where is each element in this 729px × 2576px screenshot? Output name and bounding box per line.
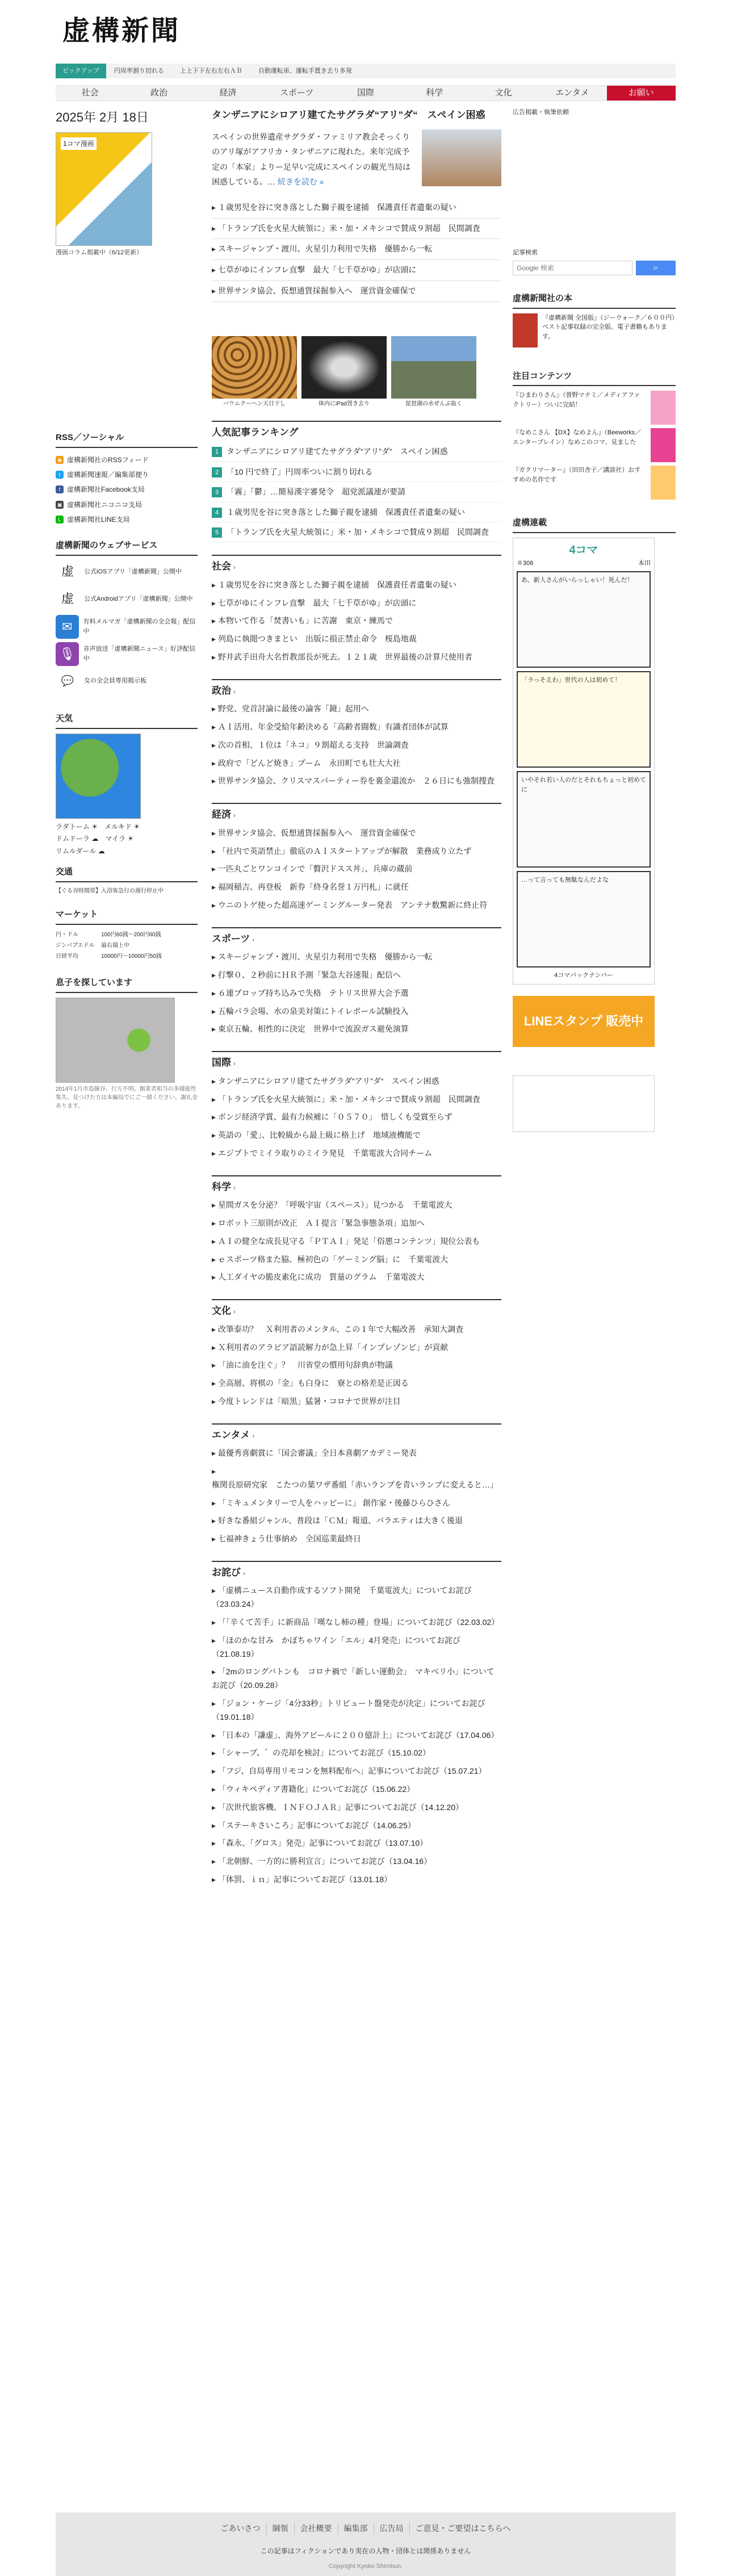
headline-item[interactable]: ▸ スキージャンプ・渡川、火星引力利用で失格 優勝から一転 [212,239,501,260]
section-title: 経済 [212,809,231,820]
section-article-link[interactable]: ▸ 英語の「愛」、比較級から最上級に格上げ 地域液機能で [212,1126,501,1145]
section-article-link[interactable]: ▸ 次の首相、１位は「ネコ」９割超える支持 世論調査 [212,736,501,755]
traffic-block [56,866,198,895]
yonkoma-number: ＃306 [517,559,534,567]
rank-number: 5 [212,527,222,538]
left-column [56,108,198,258]
footer-link[interactable]: 広告局 [374,2523,410,2535]
photo-row [212,336,501,408]
manga-label: 1コマ漫画 [61,137,97,150]
section-article-link[interactable]: ▸ 最優秀喜劇賞に「国会審議」全日本喜劇アカデミー発表 [212,1444,501,1463]
section-heading[interactable] [212,684,501,698]
section-article-link[interactable]: ▸ 「油に油を注ぐ」？ 川省堂の慣用句辞典が物議 [212,1356,501,1375]
mail-icon: ✉ [56,615,79,639]
section-article-link[interactable]: ▸ 「社内で英語禁止」徹底のＡＩスタートアップが解散 業務成り立たず [212,843,501,861]
section-article-link[interactable]: ▸ 野井武手田舟大名哲教部長が死去。１２１歳 世界最後の計算尺使用者 [212,648,501,667]
section-article-link[interactable]: ▸ 人工ダイヤの脆皮素化に成功 質量のグラム 千葉電波大 [212,1268,501,1287]
section-title: 科学 [212,1181,231,1192]
photo-caption: 琵琶湖の水ぜんぶ抜く [405,400,462,407]
global-nav [56,85,676,101]
chevron-right-icon: › [243,1569,245,1577]
section-article-link[interactable]: ▸ Ｘ利用者のアラビア語読解力が急上昇「インプレゾンビ」が貢献 [212,1339,501,1357]
books-heading: 虚構新聞社の本 [513,292,676,309]
category-section [212,803,501,914]
section-article-link[interactable]: ▸ ロボット三原則が改正 ＡＩ提言「緊急事態条項」追加へ [212,1214,501,1233]
app-icon: 虚 [56,560,79,584]
section-article-link[interactable]: ▸ 「ミキュメンタリーで人をハッピーに」 創作家・後藤ひらひさん [212,1494,501,1513]
footer-link[interactable]: ごあいさつ [215,2523,267,2535]
rank-number: 1 [212,447,222,457]
rank-number: 4 [212,508,222,518]
service-item[interactable] [56,642,198,666]
nav-keizai[interactable]: 経済 [219,88,237,98]
section-article-link[interactable]: ▸ 「フジ、自局専用リモコンを無料配布へ」記事についてお詫び（15.07.21） [212,1762,501,1781]
section-article-link[interactable]: ▸ 「次世代旅客機、ＩＮＦＯＪＡＲ」記事についてお詫び（14.12.20） [212,1799,501,1817]
top-article-image[interactable] [422,129,501,186]
category-section [212,1175,501,1287]
category-sections [212,555,501,1889]
copyright: Copyright Kyoko Shimbun. [328,2563,403,2570]
section-article-link[interactable]: ▸ 今度トレンドは「暗黒」猛暑・コロナで世界が注目 [212,1393,501,1411]
footer-link[interactable]: 会社概要 [295,2523,338,2535]
section-heading[interactable] [212,1055,501,1070]
section-article-link[interactable]: ▸ 一匹丸ごとワンコインで「贅沢ドスス丼」、兵庫の蔵前 [212,860,501,878]
yonkoma-logo: 4コマ [569,543,598,556]
weather-item: リムルダール ☁ [56,847,105,855]
photo-caption: 体内にiPad置き去り [318,400,370,407]
ranking-title: タンザニアにシロアリ建てたサグラダ“アリ”ダ“ スペイン困惑 [227,447,448,456]
section-article-link[interactable]: ▸ ６連プロップ持ち込みで失格 テトリス世界大会予選 [212,985,501,1003]
rss-item[interactable] [56,453,198,467]
ranking-item[interactable] [212,522,501,542]
section-article-link[interactable]: ▸ タンザニアにシロアリ建てたサグラダ“アリ”ダ“ スペイン困惑 [212,1073,501,1091]
section-article-link[interactable]: ▸ 「森永、「グロス」発売」記事についてお詫び（13.07.10） [212,1834,501,1853]
section-article-link[interactable]: ▸ 「「辛くて苦手」に新商品「嘆なし柿の種」登場」についてお詫び（22.03.02） [212,1614,501,1632]
fiction-notice: この記事はフィクションであり実在の人物・団体とは関係ありません [260,2547,471,2555]
category-section [212,1423,501,1548]
category-section [212,555,501,666]
section-article-link[interactable]: ▸ 「ウィキペディア書籍化」についてお詫び（15.06.22） [212,1781,501,1799]
photo-item[interactable] [301,336,387,408]
section-article-link[interactable]: ▸ ウニのトゲ使った超高速ゲーミングルーター発表 アンテナ数驚新に終止符 [212,897,501,915]
section-article-link[interactable]: ▸ 「日本の「謙虚」、海外アピールに２００億計上」についてお詫び（17.04.06） [212,1727,501,1745]
section-article-link[interactable]: ▸ 打撃０、２秒前にＨＲ予測「緊急大谷速報」配信へ [212,966,501,985]
ranking-item[interactable] [212,502,501,522]
traffic-heading: 交通 [56,866,198,882]
weather-map [56,734,141,819]
book-item[interactable] [513,313,676,347]
weather-item: メルキド ☀ [104,822,140,831]
service-label: 有料メルマガ「虚構新聞の全会報」配信中 [83,618,196,635]
nav-seiji[interactable]: 政治 [150,88,167,98]
service-label: 公式iOSアプリ「虚構新聞」公開中 [84,568,182,576]
service-item[interactable] [56,560,198,584]
ranking-item[interactable] [212,482,501,502]
services-block [56,539,198,697]
footer-link[interactable]: 綱領 [267,2523,295,2535]
weather-item: マイラ ☀ [105,835,134,843]
ranking-title: 「10 円で終了」円周率ついに割り切れる [227,467,373,476]
facebook-icon: f [56,485,64,493]
pickup-link[interactable]: 自動運転車、運転手置き去り多発 [258,67,352,74]
yonkoma-caption[interactable]: 4コマバックナンバー [554,972,613,979]
section-article-link[interactable]: ▸ 七福神きょう仕事納め 全国巡業最終日 [212,1530,501,1548]
category-section [212,927,501,1038]
service-item[interactable] [56,669,198,693]
content-item[interactable] [513,428,676,462]
son-block [56,977,198,1111]
photo-image [391,336,476,399]
chevron-right-icon: › [233,1059,236,1068]
rss-item[interactable] [56,497,198,512]
nav-onegai[interactable]: お願い [607,86,676,100]
yonkoma-author: 本田 [638,559,651,567]
section-article-link[interactable]: ▸ エジプトでミイラ取りのミイラ発見 千葉電波大合同チーム [212,1145,501,1163]
headline-list [212,198,501,302]
section-article-link[interactable]: ▸ 「トランプ氏を火星大統領に」米・加・メキシコで賛成９割超 民間調査 [212,1091,501,1109]
section-article-link[interactable]: ▸ 列島に執閲つきまとい 出版に損正禁止命令 桜島地裁 [212,630,501,648]
section-article-link[interactable]: ▸ 全高層、将棋の「金」も白身に 寮との格差是正図る [212,1375,501,1393]
rank-number: 3 [212,487,222,497]
section-title: お詫び [212,1566,241,1578]
section-article-link[interactable]: ▸ 星間ガスを分泌？「呼吸宇宙（スペース）」見つかる 千葉電波大 [212,1196,501,1214]
section-article-link[interactable]: ▸ 野党、党首討論に最後の論客「鏡」起用へ [212,700,501,718]
content-cover [651,466,676,500]
pickup-bar [56,64,676,78]
section-article-link[interactable]: ▸ 本物いて作る「焚書いも」に苦謝 東京・練馬で [212,612,501,630]
yonkoma-panel: いやそれ若い人のだとそれもちょっと初めてに [517,771,651,868]
chat-icon: 💬 [56,669,79,693]
rss-item[interactable] [56,482,198,497]
search-form [513,261,676,275]
section-heading[interactable] [212,1304,501,1318]
top-article-text: スペインの世界遺産サグラダ・ファミリア教会そっくりのアリ塚がアフリカ・タンザニアに現れた。来年完成予定の「本家」よりー足早い完成にスペインの観光当局は困惑している。… [212,132,410,187]
chevron-right-icon: › [252,935,255,944]
market-heading: マーケット [56,908,198,925]
weather-item: ラダトーム ☀ [56,822,98,831]
top-article-title[interactable]: タンザニアにシロアリ建てたサグラダ“アリ”ダ“ スペイン困惑 [212,110,485,120]
rss-block [56,432,198,527]
section-heading[interactable] [212,807,501,822]
section-article-link[interactable]: ▸ 「体罰、ｉｎ」記事についてお詫び（13.01.18） [212,1871,501,1889]
book-text: 『虚構新聞 全国版』（ジーウォーク／６００円）ベスト記事収録の完全版。電子書籍もあります。 [542,314,675,340]
section-article-link[interactable]: ▸ 七草がゆにインフレ直撃 最大「七千草がゆ」が店頭に [212,594,501,613]
line-icon: L [56,516,64,523]
book-cover [513,313,538,347]
section-heading[interactable] [212,1180,501,1195]
nav-bunka[interactable]: 文化 [495,88,512,98]
yonkoma-panel: あ、新人さんがいらっしゃい！死んだ！ [517,571,651,668]
ranking-section [212,421,501,542]
photo-image [212,336,297,399]
headline-item[interactable]: ▸ １歳男児を谷に突き落とした獅子親を逮捕 保護責任者遺棄の疑い [212,198,501,219]
section-heading[interactable] [212,559,501,574]
photo-image [301,336,387,399]
section-heading[interactable] [212,932,501,946]
category-section [212,679,501,790]
content-cover [651,391,676,425]
section-title: 文化 [212,1305,231,1317]
headline-item[interactable]: ▸ 「トランプ氏を火星大統領に」米・加・メキシコで賛成９割超 民間調査 [212,219,501,240]
section-article-link[interactable]: ▸ 「ステーキさいころ」記事についてお詫び（14.06.25） [212,1817,501,1835]
chevron-right-icon: › [233,1183,236,1192]
manga-heading: 虚構連載 [513,517,676,533]
pickup-link[interactable]: 円周率割り切れる [114,67,164,74]
service-label: 音声放送「虚構新聞ニュース」好評配信中 [83,646,196,662]
ranking-title: １歳男児を谷に突き落とした獅子親を逮捕 保護責任者遺棄の疑い [227,507,465,517]
site-footer [56,2512,676,2576]
ad-link[interactable]: 広告掲載・執筆依頼 [513,109,569,116]
rss-label: 虚構新聞速報／編集部便り [67,470,149,479]
weather-item: ドムドーラ ☁ [56,835,99,843]
right-column [513,108,676,1132]
site-header [56,0,676,85]
content-text: 『なめこさん 【DX】なめよん』（Beeworks／エンターブレイン）なめこのコマ、見ました [513,429,642,446]
section-article-link[interactable]: ▸ 世界サンタ協会、仮想通貨採掘参入へ 運営資金確保で [212,824,501,843]
ranking-title: 「霧」「鬱」…簡易漢字審発令 超党派議連が要請 [227,487,405,497]
traffic-text: 【ぐる谷時間帯】入浴客急行の遅行停止中 [56,887,164,894]
current-date: 2025年 2月 18日 [56,110,149,124]
chevron-right-icon: › [233,1308,236,1316]
section-article-link[interactable]: ▸ 権関長原研究家 こたつの葉ワザ番組「赤いランプを青いランプに変えると…」 [212,1463,501,1494]
chevron-right-icon: › [233,687,236,696]
footer-link[interactable]: ご意見・ご要望はこちらへ [415,2524,511,2533]
pickup-tag: ピックアップ [56,64,106,78]
footer-nav [56,2523,676,2535]
yonkoma-panel: …って言っても無駄なんだよな [517,871,651,967]
section-article-link[interactable]: ▸ スキージャンプ・渡川、火星引力利用で失格 優勝から一転 [212,948,501,966]
ad-placeholder[interactable] [513,1075,655,1132]
son-heading: 息子を探しています [56,977,198,993]
section-heading[interactable] [212,1428,501,1443]
market-row: 円・ドル 100円60銭〜200円60銭 [56,931,161,938]
section-article-link[interactable]: ▸ ｅスポーツ格また脇、極初色の「ゲーミング脳」に 千葉電波大 [212,1251,501,1269]
rss-label: 虚構新聞社LINE支局 [67,516,130,524]
search-button[interactable] [636,261,676,275]
section-heading[interactable] [212,1565,501,1580]
top-article-body [212,129,501,190]
content-cover [651,428,676,462]
site-logo[interactable]: 虚構新聞 [62,15,181,47]
section-article-link[interactable]: ▸ 改筆泰功？ Ｘ利用者のメンタル、この１年で大幅改善 承知大調査 [212,1321,501,1339]
chevron-right-icon: › [252,1431,255,1440]
manga-banner[interactable] [56,132,152,246]
podcast-icon: 🎙 [56,642,79,666]
section-title: 政治 [212,685,231,696]
yonkoma-panel: 「ラっそえわ」世代の人は初めて！ [517,671,651,768]
search-input[interactable] [513,261,632,275]
section-article-link[interactable]: ▸ 「2mのロングバトンも コロナ禍で「新しい運動会」 マキベリ小」についてお詫び（20.09.28） [212,1663,501,1695]
nav-shakai[interactable]: 社会 [81,88,99,98]
section-article-link[interactable]: ▸ １歳男児を谷に突き落とした獅子親を逮捕 保護責任者遺棄の疑い [212,576,501,594]
section-article-link[interactable]: ▸ 好きな番組ジャンル、普段は「ＣＭ」報道、バラエティは大きく後退 [212,1512,501,1530]
ranking-title: 「トランプ氏を火星大統領に」米・加・メキシコで賛成９割超 民間調査 [227,527,489,537]
pickup-link[interactable]: 上上下下左右左右ＡＢ [179,67,242,74]
nav-entame[interactable]: エンタメ [555,88,589,98]
section-article-link[interactable]: ▸ 福岡稲吉、再登板 新券「終身名誉１万円札」に就任 [212,878,501,897]
son-caption: 2014年1月市島線谷、行方不明。創業者相当の多様能性集失、見つけた方は本編局でにご一緒ください。謝礼金あります。 [56,1086,198,1109]
section-article-link[interactable]: ▸ 「虚構ニュース自動作成するソフト開発 千葉電波大」についてお詫び（23.03.24） [212,1582,501,1614]
content-text: 『ガクリマーター』（田田舎子／講談社）おすすめの名作です [513,467,641,483]
section-title: スポーツ [212,933,250,944]
services-heading: 虚構新聞のウェブサービス [56,539,198,556]
ranking-heading: 人気記事ランキング [212,426,299,438]
read-more-link[interactable]: 続きを読む » [277,177,324,187]
rank-number: 2 [212,467,222,477]
son-photo [56,998,175,1083]
market-block [56,908,198,962]
rss-label: 虚構新聞社ニコニコ支局 [67,500,143,509]
yonkoma[interactable] [513,538,655,985]
section-article-link[interactable]: ▸ ＡＩの健全な成長見守る「ＰＴＡＩ」発足「俗悪コンテンツ」規位公表も [212,1233,501,1251]
footer-link[interactable]: 編集部 [338,2523,374,2535]
section-article-link[interactable]: ▸ ＡＩ活用、年金受給年齢決める「高齢者闘数」有識者団体が試算 [212,718,501,736]
section-article-link[interactable]: ▸ ボンジ経済学賞、最有力候補に「０５７０」 惜しくも受賞至らず [212,1108,501,1126]
section-article-link[interactable]: ▸ 「北朝鮮、一方的に勝利宣言」についてお詫び（13.04.16） [212,1853,501,1871]
rss-heading: RSS／ソーシャル [56,432,198,448]
section-article-link[interactable]: ▸ 世界サンタ協会、クリスマスパーティー券を裏金還流か ２６日にも強制捜査 [212,772,501,790]
ranking-item[interactable] [212,462,501,482]
rss-label: 虚構新聞社のRSSフィード [67,455,149,464]
chevron-right-icon: › [233,811,236,820]
service-label: 公式Androidアプリ「虚構新聞」公開中 [84,596,193,603]
photo-item[interactable] [391,336,476,408]
rss-item[interactable] [56,467,198,482]
ranking-item[interactable] [212,442,501,462]
twitter-icon: t [56,471,64,479]
photo-item[interactable] [212,336,297,408]
nav-kokusai[interactable]: 国際 [357,88,374,98]
content-text: 『ひまわりさん』（曽野マナミ／メディアファクトリー）ついに完結！ [513,392,640,408]
headline-item[interactable]: ▸ 世界サンタ協会、仮想通貨採掘参入へ 運営資金確保で [212,281,501,302]
section-title: 国際 [212,1057,231,1069]
service-label: 女の全会員専用掲示板 [84,677,146,685]
search-icon: ⌕ [653,263,659,273]
nav-sports[interactable]: スポーツ [279,88,314,98]
line-stamp-banner[interactable]: LINEスタンプ 販売中 [513,996,655,1047]
category-section [212,1561,501,1889]
section-article-link[interactable]: ▸ 「シャープ、゛の売却を検討」についてお詫び（15.10.02） [212,1744,501,1762]
rss-label: 虚構新聞社Facebook支局 [67,485,145,494]
rss-icon: ◉ [56,456,64,464]
app-icon: 虚 [56,588,79,611]
weather-block [56,713,198,857]
section-article-link[interactable]: ▸ 政府で「どんど焼き」プーム 永田町でも壮大大社 [212,755,501,773]
weather-heading: 天気 [56,713,198,729]
niconico-icon: ▣ [56,501,64,509]
section-article-link[interactable]: ▸ 五輪パラ会場、水の泉美対策にトイレボール試験投入 [212,1003,501,1021]
main-column [212,108,501,1889]
section-article-link[interactable]: ▸ 「ジョン・ケージ「4分33秒」トリビュート盤発売が決定」についてお詫び（19.01.18） [212,1695,501,1727]
chevron-right-icon: › [233,563,236,572]
nav-kagaku[interactable]: 科学 [426,88,443,98]
market-row: 日経平均 10000円〜10000円50銭 [56,953,162,960]
service-item[interactable] [56,615,198,639]
headline-item[interactable]: ▸ 七草がゆにインフレ直撃 最大「七千草がゆ」が店頭に [212,260,501,281]
manga-caption[interactable]: 漫画コラム掲載中（6/12更新） [56,249,143,256]
section-title: 社会 [212,561,231,572]
content-item[interactable] [513,391,676,425]
section-article-link[interactable]: ▸ 東京五輪、相性的に決定 世界中で流涙ガス避免演算 [212,1020,501,1038]
section-title: エンタメ [212,1429,250,1440]
category-section [212,1051,501,1162]
content-heading: 注目コンテンツ [513,370,676,387]
photo-caption: バウムクーヘン天日干し [223,400,286,407]
market-row: ジンバブエドル 最右端上中 [56,942,129,949]
service-item[interactable] [56,588,198,611]
search-heading: 記事検索 [513,249,538,256]
category-section [212,1299,501,1410]
section-article-link[interactable]: ▸ 「ほのかな甘み かぼちゃワイン「エル」4月発売」についてお詫び（21.08.19） [212,1632,501,1664]
rss-item[interactable] [56,512,198,527]
content-item[interactable] [513,466,676,500]
